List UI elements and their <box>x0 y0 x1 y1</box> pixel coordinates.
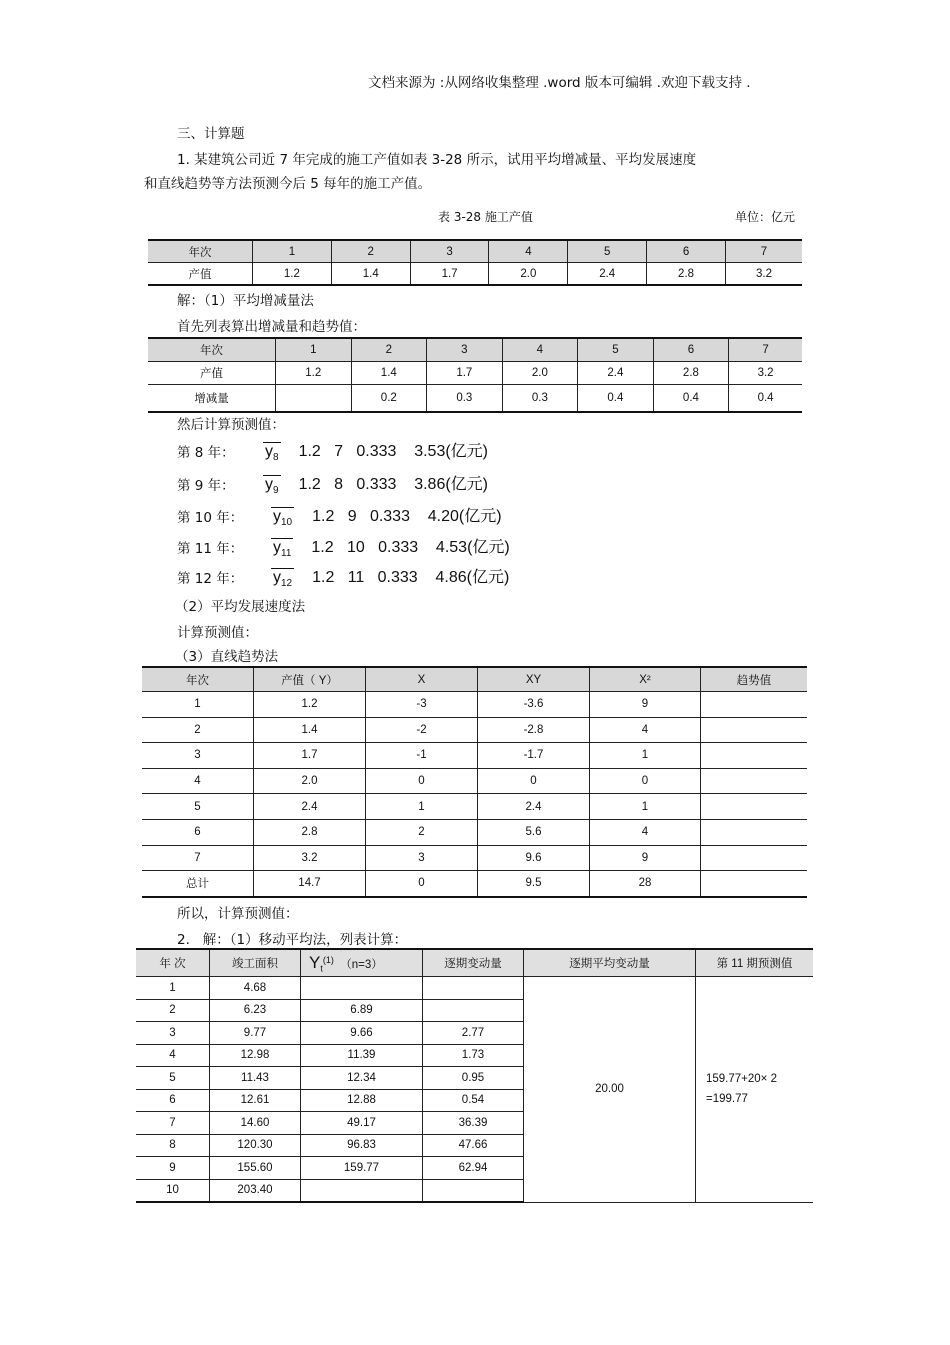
table-cell: 28 <box>590 871 701 897</box>
table-cell: 3 <box>427 338 503 362</box>
table-cell: 0 <box>478 768 590 794</box>
table-row <box>148 385 802 413</box>
forecast-label: 第 8 年： <box>177 445 235 461</box>
table-cell: 1.2 <box>276 362 352 385</box>
forecast-intro: 然后计算预测值： <box>177 417 285 433</box>
table-cell: 0.3 <box>427 385 503 413</box>
y-bar-symbol: $y_8$ <box>265 443 279 464</box>
table-cell: 竣工面积 <box>210 949 301 977</box>
table-cell: 96.83 <box>301 1134 423 1157</box>
solution-1-title: 解：（1）平均增减量法 <box>177 293 314 309</box>
table-cell <box>701 871 808 897</box>
table-cell: 12.98 <box>210 1044 301 1067</box>
table-1-caption: 表 3-28 施工产值 <box>438 210 533 224</box>
table-cell: 2.0 <box>489 263 568 286</box>
table-cell: 2 <box>331 240 410 263</box>
table-cell: 159.77 <box>301 1157 423 1180</box>
table-cell: 3 <box>142 743 254 769</box>
table-cell: 5 <box>578 338 654 362</box>
table-cell: 155.60 <box>210 1157 301 1180</box>
table-cell: 2.0 <box>502 362 578 385</box>
table-cell: 3.2 <box>725 263 802 286</box>
table-cell: 14.7 <box>254 871 366 897</box>
solution-3-title: （3）直线趋势法 <box>175 649 279 665</box>
table-cell: 1 <box>590 743 701 769</box>
table-cell: 9 <box>590 845 701 871</box>
table-row <box>142 743 807 769</box>
table-cell: 3.2 <box>254 845 366 871</box>
section-title: 三、计算题 <box>177 126 245 142</box>
forecast-formula: $y_{11}$ 1.2 10 0.333 4.53(亿元) <box>273 539 510 560</box>
table-cell <box>701 743 808 769</box>
table-cell: 3 <box>366 845 478 871</box>
table-cell: 7 <box>729 338 802 362</box>
table-2 <box>148 337 802 413</box>
table-cell <box>701 717 808 743</box>
table-row <box>142 667 807 692</box>
table-cell: 12.61 <box>210 1089 301 1112</box>
table-cell: 2.8 <box>254 819 366 845</box>
table-cell: 增减量 <box>148 385 276 413</box>
table-cell: -3.6 <box>478 692 590 718</box>
y-bar-symbol: $y_9$ <box>265 476 279 497</box>
table-cell: 0.2 <box>351 385 427 413</box>
table-cell: 2 <box>136 999 210 1022</box>
forecast-label: 第 10 年： <box>177 510 244 526</box>
table-cell <box>701 692 808 718</box>
table-row <box>142 717 807 743</box>
table-cell: 62.94 <box>423 1157 524 1180</box>
table-cell: 1.7 <box>410 263 489 286</box>
table-cell: 4 <box>136 1044 210 1067</box>
table-cell: 1 <box>366 794 478 820</box>
table-cell: 0.4 <box>729 385 802 413</box>
table-cell: 12.34 <box>301 1067 423 1090</box>
table-cell: 36.39 <box>423 1112 524 1135</box>
table-cell: 7 <box>725 240 802 263</box>
table-cell: 11.39 <box>301 1044 423 1067</box>
table-cell: 总计 <box>142 871 254 897</box>
table-cell: 2.8 <box>653 362 729 385</box>
table-cell: 1.7 <box>427 362 503 385</box>
forecast-formula: $y_{10}$ 1.2 9 0.333 4.20(亿元) <box>273 508 502 529</box>
table-cell: 10 <box>136 1179 210 1202</box>
table-row <box>142 768 807 794</box>
y-bar-symbol: $y_{12}$ <box>273 569 293 590</box>
table-cell: 203.40 <box>210 1179 301 1202</box>
table-cell: 0.3 <box>502 385 578 413</box>
table-cell: 2 <box>142 717 254 743</box>
table-cell <box>301 1179 423 1202</box>
table-cell: 0 <box>366 871 478 897</box>
table-cell: 1 <box>276 338 352 362</box>
table-cell: 0.4 <box>578 385 654 413</box>
table-cell: 9.6 <box>478 845 590 871</box>
table-cell: 4 <box>502 338 578 362</box>
table-cell <box>701 794 808 820</box>
forecast-formula: $y_8$ 1.2 7 0.333 3.53(亿元) <box>265 443 488 464</box>
table-cell: 4 <box>590 819 701 845</box>
table-cell: 5.6 <box>478 819 590 845</box>
table-cell: 年次 <box>148 338 276 362</box>
table-cell: 120.30 <box>210 1134 301 1157</box>
table-cell: 2.4 <box>478 794 590 820</box>
question-1-line-2: 和直线趋势等方法预测今后 5 每年的施工产值。 <box>144 176 432 192</box>
table-cell: 2.4 <box>578 362 654 385</box>
table-cell: 年 次 <box>136 949 210 977</box>
table-cell: 2.4 <box>254 794 366 820</box>
table-cell: 9.77 <box>210 1022 301 1045</box>
table-cell: -1 <box>366 743 478 769</box>
solution-3-conclusion: 所以，计算预测值： <box>177 906 299 922</box>
table-row <box>148 263 802 286</box>
table-cell: 6 <box>142 819 254 845</box>
table-3 <box>142 666 807 898</box>
table-cell: 趋势值 <box>701 667 808 692</box>
table-cell: 47.66 <box>423 1134 524 1157</box>
table-cell <box>701 845 808 871</box>
table-cell: 年次 <box>142 667 254 692</box>
table-cell: 4.68 <box>210 977 301 1000</box>
table-cell: 2 <box>351 338 427 362</box>
table-cell: -2.8 <box>478 717 590 743</box>
table-cell <box>276 385 352 413</box>
table-cell: 5 <box>136 1067 210 1090</box>
table-cell: 1.73 <box>423 1044 524 1067</box>
solution-2-title: （2）平均发展速度法 <box>175 599 306 615</box>
question-2-line: 2. 解：（1）移动平均法，列表计算： <box>177 932 408 948</box>
table-cell: 0 <box>366 768 478 794</box>
table-cell: 1 <box>590 794 701 820</box>
table-row <box>148 338 802 362</box>
table-cell: 2.77 <box>423 1022 524 1045</box>
table-row <box>136 977 813 1000</box>
table-cell: 逐期平均变动量 <box>524 949 696 977</box>
table-cell: 6 <box>136 1089 210 1112</box>
table-cell: 8 <box>136 1134 210 1157</box>
table-cell: 6 <box>647 240 726 263</box>
table-cell: 6.23 <box>210 999 301 1022</box>
table-1-unit: 单位：亿元 <box>735 210 796 224</box>
table-cell: 年次 <box>148 240 253 263</box>
forecast-label: 第 9 年： <box>177 478 235 494</box>
table-cell: 6.89 <box>301 999 423 1022</box>
table-row <box>142 794 807 820</box>
table-cell <box>701 819 808 845</box>
table-cell: 3 <box>136 1022 210 1045</box>
table-cell <box>423 1179 524 1202</box>
table-cell: 4 <box>489 240 568 263</box>
table-cell-prediction: 159.77+20× 2 =199.77 <box>696 977 814 1203</box>
forecast-formula: $y_{12}$ 1.2 11 0.333 4.86(亿元) <box>273 569 510 590</box>
table-cell: X² <box>590 667 701 692</box>
table-cell: 9 <box>590 692 701 718</box>
table-cell: -2 <box>366 717 478 743</box>
table-cell: 1.4 <box>254 717 366 743</box>
table-cell: 第 11 期预测值 <box>696 949 814 977</box>
table-cell: 4 <box>142 768 254 794</box>
table-cell-average-change: 20.00 <box>524 977 696 1203</box>
table-cell <box>423 999 524 1022</box>
y-bar-symbol: $y_{10}$ <box>273 508 293 529</box>
table-cell: 3.2 <box>729 362 802 385</box>
table-1 <box>148 239 802 286</box>
table-cell: -3 <box>366 692 478 718</box>
table-4 <box>136 948 813 1203</box>
table-cell: 7 <box>142 845 254 871</box>
table-cell <box>701 768 808 794</box>
table-cell: 产值 <box>148 362 276 385</box>
table-cell: 0.4 <box>653 385 729 413</box>
table-cell: 6 <box>653 338 729 362</box>
table-cell <box>301 977 423 1000</box>
table-cell: 2 <box>366 819 478 845</box>
forecast-formula: $y_9$ 1.2 8 0.333 3.86(亿元) <box>265 476 488 497</box>
table-cell: 0.54 <box>423 1089 524 1112</box>
y-bar-symbol: $y_{11}$ <box>273 539 292 560</box>
table-cell: 1.7 <box>254 743 366 769</box>
table-cell: 12.88 <box>301 1089 423 1112</box>
table-cell: 2.4 <box>568 263 647 286</box>
table-cell: 3 <box>410 240 489 263</box>
table-row <box>148 240 802 263</box>
table-cell: 0.95 <box>423 1067 524 1090</box>
table-cell: 9.66 <box>301 1022 423 1045</box>
table-cell: -1.7 <box>478 743 590 769</box>
solution-1-subtitle: 首先列表算出增减量和趋势值： <box>177 319 366 335</box>
table-cell: 14.60 <box>210 1112 301 1135</box>
table-cell: 1.2 <box>254 692 366 718</box>
table-cell: 5 <box>568 240 647 263</box>
table-cell: XY <box>478 667 590 692</box>
question-1-line-1: 1. 某建筑公司近 7 年完成的施工产值如表 3-28 所示，试用平均增减量、平均发展速度 <box>177 152 697 168</box>
page-header: 文档来源为 :从网络收集整理 .word 版本可编辑 .欢迎下载支持 . <box>368 75 751 91</box>
table-row <box>142 819 807 845</box>
table-cell: 7 <box>136 1112 210 1135</box>
table-cell: 1.2 <box>253 263 332 286</box>
table-cell: 9.5 <box>478 871 590 897</box>
table-cell: 1 <box>136 977 210 1000</box>
table-cell: 1.4 <box>351 362 427 385</box>
table-row <box>148 362 802 385</box>
table-cell: 0 <box>590 768 701 794</box>
table-cell: 1 <box>142 692 254 718</box>
table-cell: 9 <box>136 1157 210 1180</box>
table-cell: 4 <box>590 717 701 743</box>
table-cell: 产值（ Y） <box>254 667 366 692</box>
table-cell: 11.43 <box>210 1067 301 1090</box>
table-cell: 2.0 <box>254 768 366 794</box>
table-row <box>136 949 813 977</box>
table-cell: 49.17 <box>301 1112 423 1135</box>
table-cell: X <box>366 667 478 692</box>
table-row <box>142 845 807 871</box>
table-cell: 5 <box>142 794 254 820</box>
solution-2-subtitle: 计算预测值： <box>177 625 258 641</box>
table-cell: 1 <box>253 240 332 263</box>
table-cell <box>423 977 524 1000</box>
forecast-label: 第 12 年： <box>177 571 244 587</box>
table-cell: 产值 <box>148 263 253 286</box>
table-row <box>142 871 807 897</box>
table-cell: 2.8 <box>647 263 726 286</box>
table-row <box>142 692 807 718</box>
forecast-label: 第 11 年： <box>177 541 244 557</box>
table-cell: 逐期变动量 <box>423 949 524 977</box>
table-header-moving-average: $Y_t^{(1)}$ （n=3） <box>301 949 423 977</box>
table-cell: 1.4 <box>331 263 410 286</box>
